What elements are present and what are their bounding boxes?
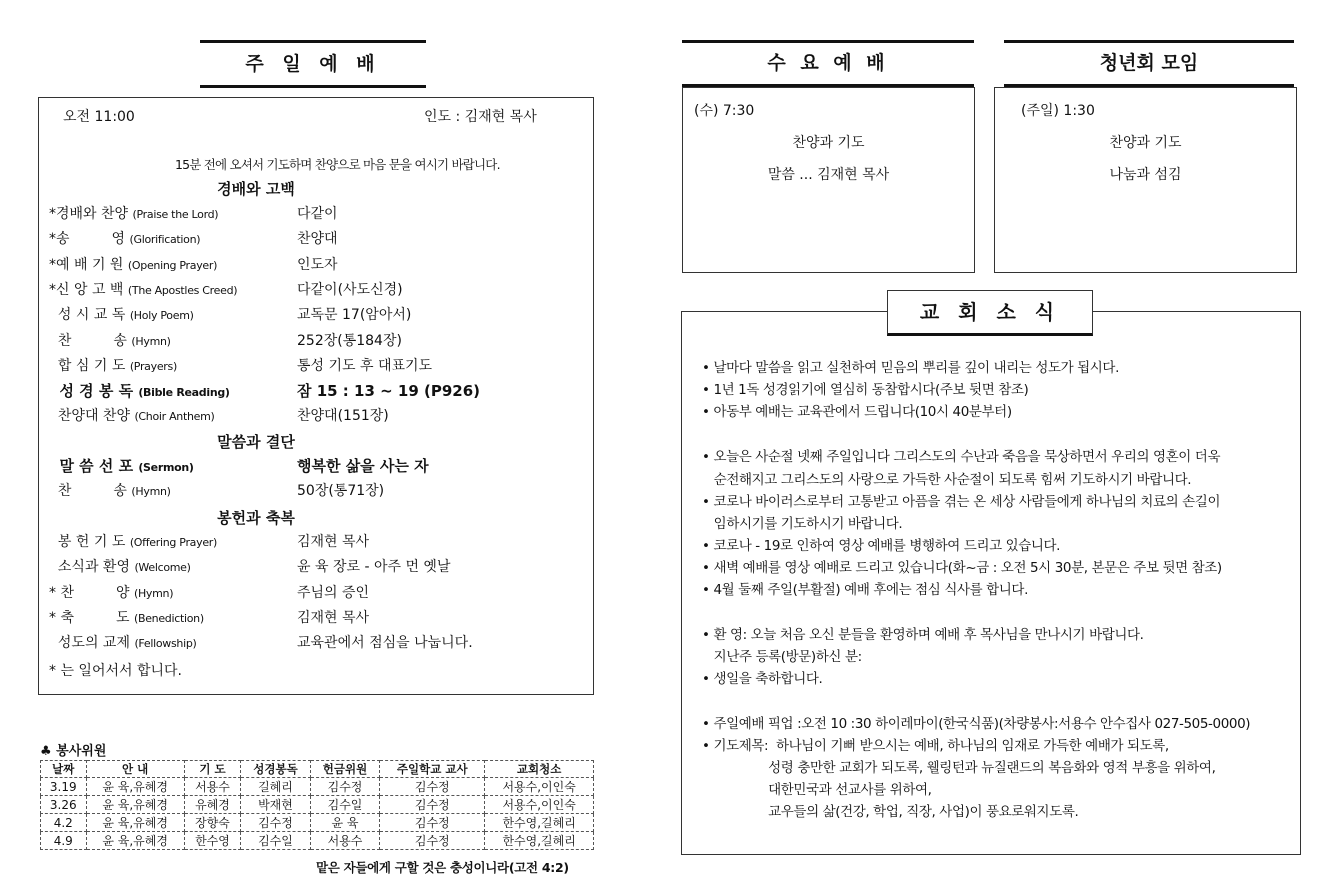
duty-header: 헌금위원 <box>310 761 380 778</box>
order-row <box>39 582 593 607</box>
news-item: 성령 충만한 교회가 되도록, 웰링턴과 뉴질랜드의 복음화와 영적 부흥을 위하여, <box>702 760 1216 776</box>
duty-cell: 4.2 <box>41 814 87 832</box>
duty-cell: 김수정 <box>380 796 485 814</box>
duty-cell: 길혜리 <box>241 778 311 796</box>
news-box <box>681 311 1301 855</box>
duty-cell: 박재현 <box>241 796 311 814</box>
order-row <box>39 330 593 355</box>
order-value: 252장(통184장) <box>297 332 402 349</box>
order-row <box>39 304 593 329</box>
order-value: 인도자 <box>297 256 338 273</box>
news-item: • 아동부 예배는 교육관에서 드립니다(10시 40분부터) <box>702 404 1012 420</box>
table-row <box>41 778 594 796</box>
order-value: 다같이 <box>297 206 338 222</box>
order-value: 찬양대(151장) <box>297 408 389 425</box>
news-item: • 코로나 바이러스로부터 고통받고 아픔을 겪는 온 세상 사람들에게 하나님의 치료의 손길이 <box>702 494 1221 510</box>
youth-line: 나눔과 섬김 <box>1109 167 1182 183</box>
duty-header: 교회청소 <box>485 761 594 778</box>
order-value: 교독문 17(암아서) <box>297 307 412 324</box>
news-title: 교 회 소 식 <box>887 290 1093 336</box>
duty-cell: 장향숙 <box>184 814 240 832</box>
duty-header: 기 도 <box>184 761 240 778</box>
order-value: 김재현 목사 <box>297 609 370 626</box>
news-item: • 4월 둘째 주일(부활절) 예배 후에는 점심 식사를 합니다. <box>702 582 1028 598</box>
order-value: 행복한 삶을 사는 자 <box>297 457 429 475</box>
duty-header: 주일학교 교사 <box>380 761 485 778</box>
duty-cell: 김수정 <box>310 778 380 796</box>
wednesday-title: 수 요 예 배 <box>682 40 974 87</box>
order-label: * 축 도 (Benediction) <box>49 609 204 626</box>
sunday-order-box <box>38 97 594 695</box>
duty-cell: 김수일 <box>310 796 380 814</box>
news-item: • 기도제목: 하나님이 기뻐 받으시는 예배, 하나님의 임재로 가득한 예배가 되도록, <box>702 738 1169 754</box>
duty-title: ♣ 봉사위원 <box>40 744 107 759</box>
order-label: 성도의 교제 (Fellowship) <box>49 635 197 652</box>
duty-cell: 김수정 <box>380 832 485 850</box>
order-label: *경배와 찬양 (Praise the Lord) <box>49 206 219 222</box>
standing-footnote: * 는 일어서서 합니다. <box>49 663 182 679</box>
order-label: 성 경 봉 독 (Bible Reading) <box>49 382 230 401</box>
youth-title: 청년회 모임 <box>1004 40 1294 87</box>
order-label: * 찬 양 (Hymn) <box>49 584 174 601</box>
youth-time: (주일) 1:30 <box>1021 103 1095 119</box>
news-item: • 오늘은 사순절 넷째 주일입니다 그리스도의 수난과 죽음을 묵상하면서 우리의 영혼이 더욱 <box>702 449 1221 465</box>
order-row <box>39 355 593 380</box>
order-label: 찬양대 찬양 (Choir Anthem) <box>49 408 215 425</box>
order-label: *송 영 (Glorification) <box>49 231 201 248</box>
news-item: • 1년 1독 성경읽기에 열심히 동참합시다(주보 뒷면 참조) <box>702 382 1029 398</box>
order-row <box>39 556 593 581</box>
duty-cell: 윤 육,유혜경 <box>86 796 184 814</box>
duty-verse: 맡은 자들에게 구할 것은 충성이니라(고전 4:2) <box>316 860 569 875</box>
order-value: 교육관에서 점심을 나눕니다. <box>297 635 473 652</box>
duty-cell: 유혜경 <box>184 796 240 814</box>
order-value: 찬양대 <box>297 231 338 248</box>
duty-cell: 한수영,길혜리 <box>485 832 594 850</box>
duty-header: 날짜 <box>41 761 87 778</box>
news-item: 순전해지고 그리스도의 사랑으로 가득한 사순절이 되도록 힘써 기도하시기 바랍니다. <box>702 472 1192 488</box>
table-row <box>41 832 594 850</box>
order-label: *예 배 기 원 (Opening Prayer) <box>49 256 218 273</box>
duty-cell: 서용수 <box>310 832 380 850</box>
wednesday-box <box>682 87 975 273</box>
wednesday-line: 찬양과 기도 <box>792 135 865 151</box>
duty-cell: 김수정 <box>380 814 485 832</box>
order-label: *신 앙 고 백 (The Apostles Creed) <box>49 281 238 298</box>
news-item: • 날마다 말씀을 읽고 실천하여 믿음의 뿌리를 깊이 내리는 성도가 됩시다. <box>702 360 1119 376</box>
table-row <box>41 796 594 814</box>
order-value: 주님의 증인 <box>297 584 370 601</box>
duty-header: 안 내 <box>86 761 184 778</box>
duty-cell: 3.19 <box>41 778 87 796</box>
duty-cell: 김수일 <box>241 832 311 850</box>
duty-cell: 서용수 <box>184 778 240 796</box>
news-item: • 코로나 - 19로 인하여 영상 예배를 병행하여 드리고 있습니다. <box>702 538 1061 554</box>
duty-cell: 한수영,길혜리 <box>485 814 594 832</box>
youth-line: 찬양과 기도 <box>1109 135 1182 151</box>
duty-cell: 한수영 <box>184 832 240 850</box>
section-heading: 말씀과 결단 <box>217 433 295 451</box>
order-value: 다같이(사도신경) <box>297 281 403 298</box>
order-label: 찬 송 (Hymn) <box>49 483 171 500</box>
order-label: 찬 송 (Hymn) <box>49 332 171 349</box>
order-label: 봉 헌 기 도 (Offering Prayer) <box>49 534 217 550</box>
duty-cell: 서용수,이인숙 <box>485 778 594 796</box>
order-row <box>39 480 593 505</box>
order-row <box>39 380 593 405</box>
sunday-title: 주 일 예 배 <box>200 40 426 88</box>
service-leader: 인도 : 김재현 목사 <box>424 109 537 125</box>
news-item: • 새벽 예배를 영상 예배로 드리고 있습니다(화~금 : 오전 5시 30분, 본문은 주보 뒷면 참조) <box>702 560 1222 576</box>
section-heading: 경배와 고백 <box>217 180 295 198</box>
news-item: • 주일예배 픽업 :오전 10 :30 하이레마이(한국식품)(차량봉사:서용수 안수집사 027-505-0000) <box>702 716 1251 732</box>
order-row <box>39 254 593 279</box>
duty-cell: 윤 육,유혜경 <box>86 832 184 850</box>
news-item: 임하시기를 기도하시기 바랍니다. <box>702 516 903 532</box>
order-label: 말 씀 선 포 (Sermon) <box>49 457 194 475</box>
news-item: 교우들의 삶(건강, 학업, 직장, 사업)이 풍요로워지도록. <box>702 804 1079 820</box>
service-time: 오전 11:00 <box>63 109 135 125</box>
duty-table <box>40 760 594 850</box>
wednesday-line: 말씀 ... 김재현 목사 <box>767 167 890 183</box>
order-value: 윤 육 장로 - 아주 먼 옛날 <box>297 559 451 576</box>
duty-cell: 3.26 <box>41 796 87 814</box>
duty-cell: 김수정 <box>241 814 311 832</box>
order-value: 잠 15 : 13 ~ 19 (P926) <box>297 382 481 401</box>
news-item: 대한민국과 선교사를 위하여, <box>702 782 932 798</box>
order-row <box>39 531 593 556</box>
duty-cell: 서용수,이인숙 <box>485 796 594 814</box>
youth-box <box>994 87 1297 273</box>
order-row <box>39 632 593 657</box>
duty-cell: 윤 육,유혜경 <box>86 778 184 796</box>
news-item: • 생일을 축하합니다. <box>702 671 823 687</box>
order-value: 50장(통71장) <box>297 483 385 500</box>
order-value: 통성 기도 후 대표기도 <box>297 357 433 374</box>
wednesday-time: (수) 7:30 <box>694 103 755 119</box>
order-row <box>39 607 593 632</box>
order-row <box>39 203 593 228</box>
section-heading: 봉헌과 축복 <box>217 509 295 527</box>
service-notice: 15분 전에 오셔서 기도하며 찬양으로 마음 문을 여시기 바랍니다. <box>175 157 500 172</box>
order-row <box>39 279 593 304</box>
order-row <box>39 455 593 480</box>
order-row <box>39 228 593 253</box>
duty-cell: 4.9 <box>41 832 87 850</box>
news-item: • 환 영: 오늘 처음 오신 분들을 환영하며 예배 후 목사님을 만나시기 바랍니다. <box>702 627 1144 643</box>
duty-cell: 윤 육 <box>310 814 380 832</box>
order-label: 성 시 교 독 (Holy Poem) <box>49 307 194 324</box>
order-label: 소식과 환영 (Welcome) <box>49 559 191 576</box>
order-row <box>39 405 593 430</box>
duty-cell: 김수정 <box>380 778 485 796</box>
duty-header: 성경봉독 <box>241 761 311 778</box>
order-value: 김재현 목사 <box>297 534 370 550</box>
table-row <box>41 814 594 832</box>
duty-cell: 윤 육,유혜경 <box>86 814 184 832</box>
order-label: 합 심 기 도 (Prayers) <box>49 357 177 374</box>
news-item: 지난주 등록(방문)하신 분: <box>702 649 862 665</box>
